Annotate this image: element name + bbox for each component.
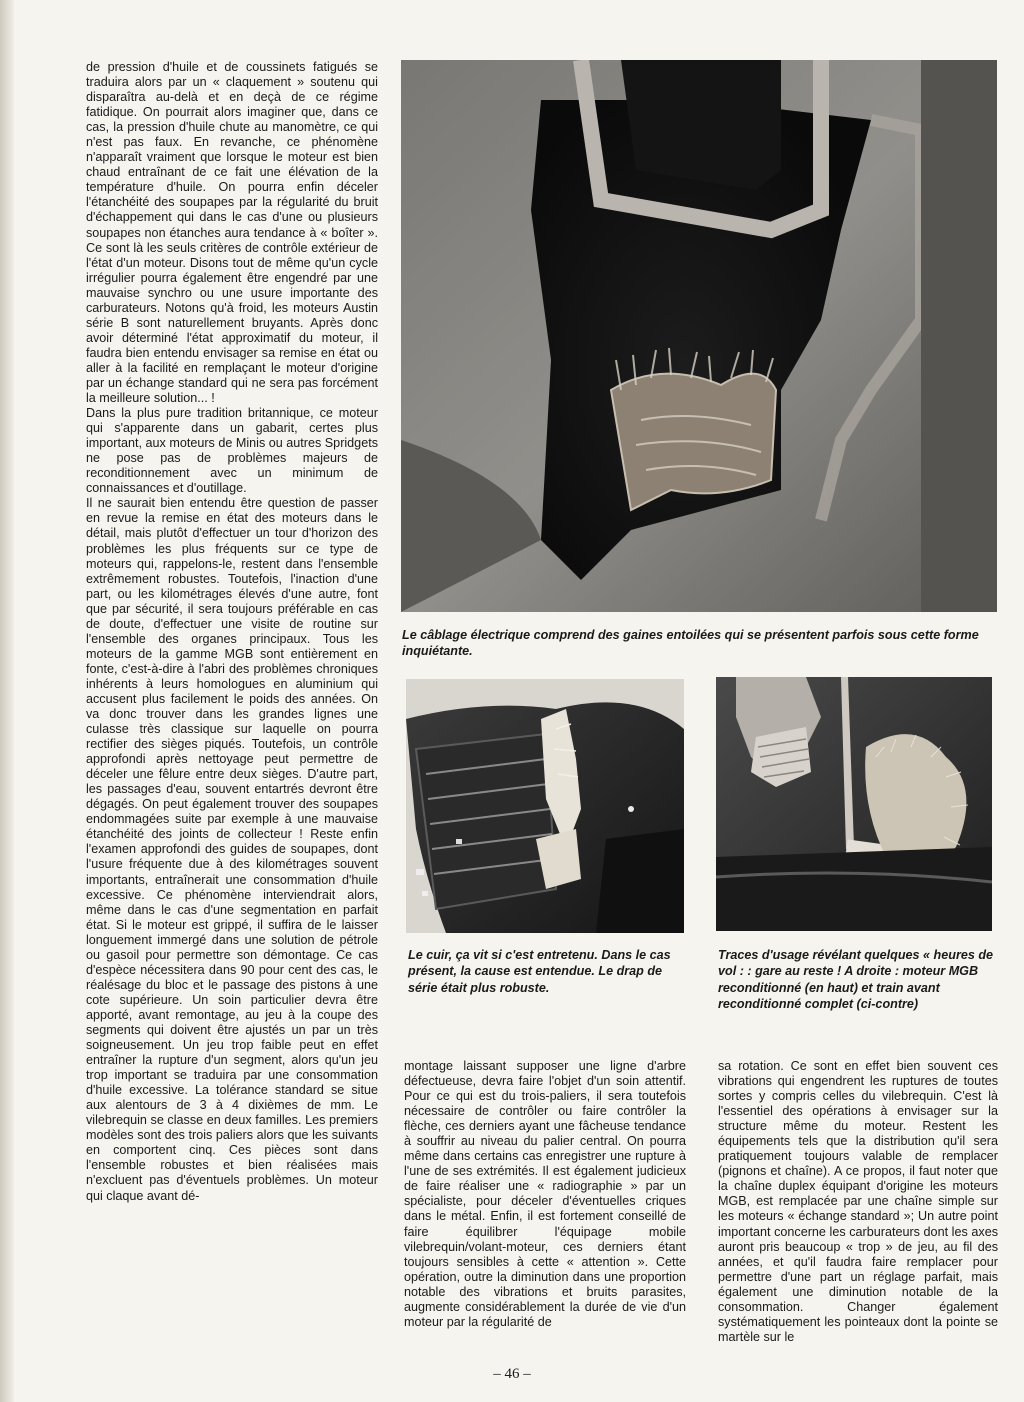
article-paragraph: Il ne saurait bien entendu être question de passer en revue la remise en état des moteurs dans le détail, mais plutôt d'effectuer un tour d'horizon des problèmes les plus fréquents sur ce type de moteurs qui, rappelons-le, restent dans l'ensemble extrêmement robustes. Toutefois, l'inaction d'une part, ou les kilométrages élevés d'une autre, font que par sécurité, il sera toujours préférable en cas de doute, d'effectuer une visite de routine sur l'ensemble des organes principaux. Tous les moteurs de la gamme MGB sont entièrement en fonte, c'est-à-dire à l'abri des problèmes chroniques inhérents à leurs homologues en aluminium qui accusent plus facilement le poids des années. On va donc trouver dans les grandes lignes une culasse très classique sur laquelle on pourra rectifier des sièges piqués. Toutefois, un contrôle approfondi après nettoyage peut permettre de déceler une fêlure entre deux sièges. D'autre part, les passages d'eau, souvent entartrés devront être dégagés. On peut également trouver des soupapes endommagées suite par exemple à une mauvaise étanchéité des joints de collecteur ! Reste enfin l'examen approfondi des guides de soupapes, dont l'usure fréquente due à des kilométrages souvent importants, entraînerait une consommation d'huile excessive. Ce phénomène interviendrait alors, même dans le cas d'une segmentation en parfait état. Si le moteur est grippé, il suffira de le laisser longuement immergé dans une solution de pétrole ou gasoil pour permettre son démontage. Ce cas d'espèce nécessitera dans 90 pour cent des cas, le réalésage du bloc et le passage des pistons à une cote supérieure. Un soin particulier devra être apporté, avant remontage, au jeu à la coupe des segments qui doivent être ajustés un par un très soigneusement. Un jeu trop faible peut en effet entraîner la rupture d'un segment, alors qu'un jeu trop important se traduira par une consommation d'huile excessive. La tolérance standard se situe aux alentours de 3 à 4 dixièmes de mm. Le vilebrequin se classe en deux familles. Les premiers modèles sont des trois paliers alors que les suivants en comportent cinq. Ces pièces sont dans l'ensemble robustes et bien réalisées mais n'excluent pas d'éventuels problèmes. Un moteur qui claque avant dé-	[86, 496, 378, 1203]
seat-photo-caption: Le cuir, ça vit si c'est entretenu. Dans le cas présent, la cause est entendue. Le drap de série était plus robuste.	[408, 948, 671, 995]
pedal-photo	[716, 677, 992, 931]
article-paragraph: sa rotation. Ce sont en effet bien souvent ces vibrations qui engendrent les ruptures de toutes sortes y compris celles du vilebrequin. C'est là l'essentiel des opérations à envisager sur la structure même du moteur. Restent les équipements tels que la distribution qu'il sera pratiquement toujours valable de remplacer (pignons et chaîne). A ce propos, il faut noter que la chaîne duplex équipant d'origine les moteurs MGB, est remplacée par une chaîne simple sur les moteurs « échange standard »; Un autre point important concerne les carburateurs dont les axes auront pris beaucoup « trop » de jeu, au fil des années, et qu'il faudra faire remplacer pour permettre d'une part un réglage parfait, mais également une diminution notable de la consommation. Changer également systématiquement les pointeaux dont la pointe se martèle sur le	[718, 1059, 998, 1344]
page-number: – 46 –	[493, 1366, 531, 1382]
pedal-photo-caption: Traces d'usage révélant quelques « heures de vol : : gare au reste ! A droite : moteur MGB reconditionné (en haut) et train avant reconditionné complet (ci-contre)	[718, 948, 994, 1011]
article-paragraph: de pression d'huile et de coussinets fatigués se traduira alors par un « claquement » soutenu qui disparaîtra au-delà et en deçà de ce régime fatidique. On pourrait alors imaginer que, dans ce cas, la pression d'huile chute au manomètre, ce qui n'est pas faux. En revanche, ce phénomène n'apparaît vraiment que lorsque le moteur est bien chaud entraînant de ce fait une élévation de la température d'huile. On pourra enfin déceler l'étanchéité des soupapes par la régularité du bruit d'échappement qui dans le cas d'une ou plusieurs soupapes non étanches aura tendance à « boîter ». Ce sont là les seuls critères de contrôle extérieur de l'état d'un moteur. Disons tout de même qu'un cycle irrégulier pourra également être engendré par une mauvaise synchro ou une usure importante des carburateurs. Notons qu'à froid, les moteurs Austin série B sont naturellement bruyants. Après donc avoir déterminé l'état approximatif du moteur, il faudra bien entendu envisager sa remise en état ou aller à la facilité en remplaçant le moteur d'origine par un échange standard qui ne sera pas forcément la meilleure solution... !	[86, 60, 378, 406]
article-column-2	[404, 1059, 686, 1330]
page-spine-shadow	[0, 0, 14, 1402]
article-column-1	[86, 60, 378, 1204]
article-paragraph: Dans la plus pure tradition britannique, ce moteur qui s'apparente dans un gabarit, certes plus important, aux moteurs de Minis ou autres Spridgets ne pose pas de problèmes majeurs de reconditionnement avec un minimum de connaissances et d'outillage.	[86, 406, 378, 496]
wiring-photo-caption: Le câblage électrique comprend des gaines entoilées qui se présentent parfois sous cette forme inquiétante.	[402, 628, 979, 659]
article-paragraph: montage laissant supposer une ligne d'arbre défectueuse, devra faire l'objet d'un soin attentif. Pour ce qui est du trois-paliers, il sera toutefois nécessaire de contrôler ou faire contrôler la flèche, ces derniers ayant une fâcheuse tendance à souffrir au niveau du palier central. On pourra même dans certains cas enregistrer une rupture à l'une de ses extrémités. Il est également judicieux de faire réaliser une « radiographie » par un spécialiste, pour déceler d'éventuelles criques dans le métal. Enfin, il est fortement conseillé de faire équilibrer l'équipage mobile vilebrequin/volant-moteur, ces derniers étant toujours sensibles à cette « attention ». Cette opération, outre la diminution dans une proportion notable des vibrations et bruits parasites, augmente considérablement la durée de vie d'un moteur par la régularité de	[404, 1059, 686, 1329]
seat-photo	[406, 679, 684, 933]
wiring-photo	[401, 60, 997, 612]
article-column-3	[718, 1059, 998, 1345]
